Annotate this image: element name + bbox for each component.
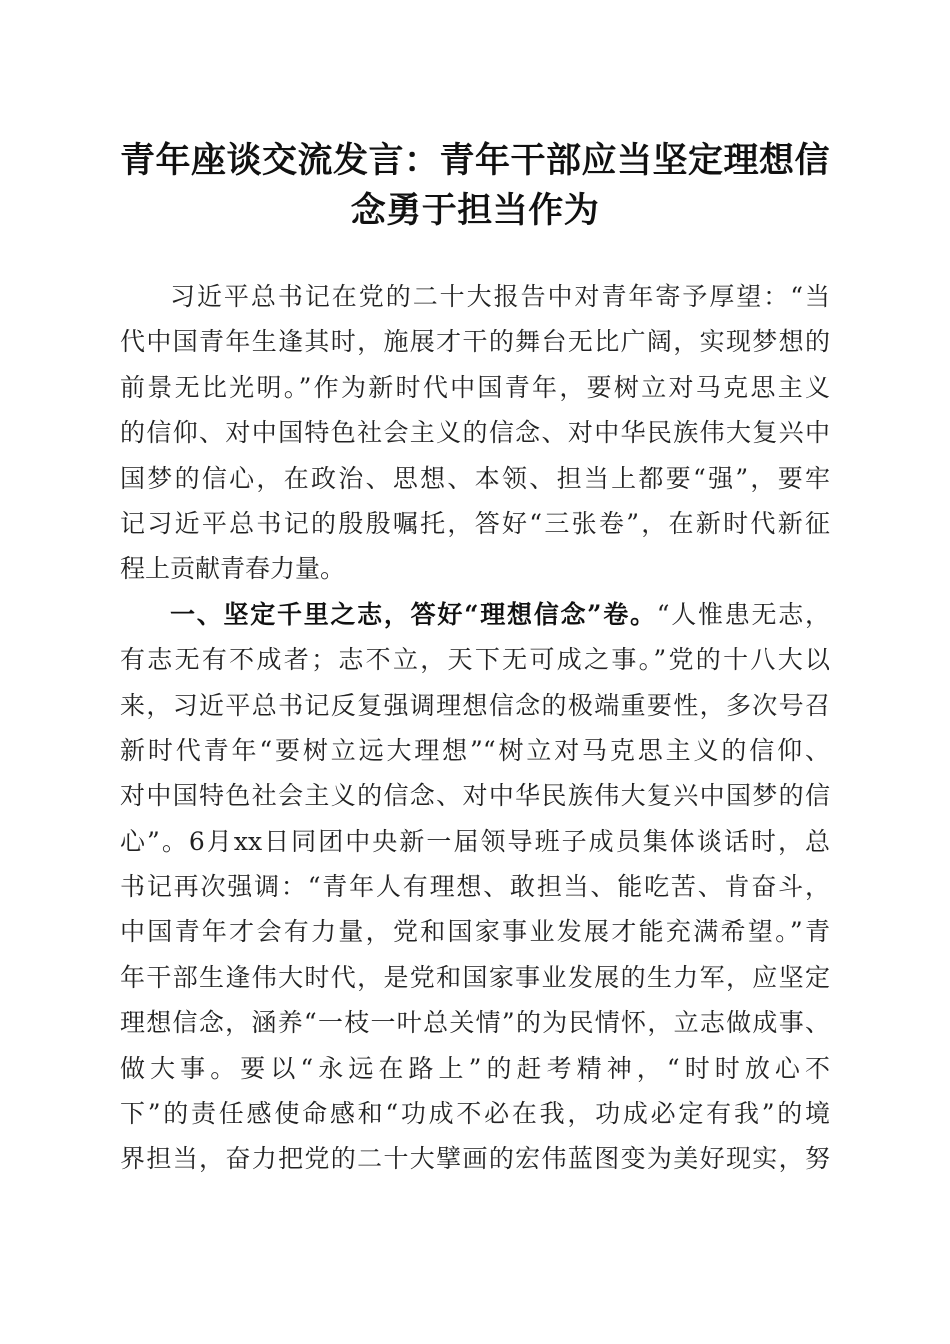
section-heading: 一、坚定千里之志，答好“理想信念”卷。 [170,599,657,629]
paragraph-line: 新时代青年“要树立远大理想”“树立对马克思主义的信仰、 [120,735,830,765]
document-title [110,136,840,236]
section-first-line [120,592,830,637]
section-first-line-text: “人惟患无志， [656,599,830,629]
title-line-1: 青年座谈交流发言：青年干部应当坚定理想信 [119,140,830,181]
paragraph-line: 中国青年才会有力量，党和国家事业发展才能充满希望。”青 [120,917,830,947]
paragraph-line: 记习近平总书记的殷殷嘱托，答好“三张卷”，在新时代新征 [120,508,830,538]
paragraph-line: 年干部生逢伟大时代，是党和国家事业发展的生力军，应坚定 [120,962,830,992]
paragraph-line: 来，习近平总书记反复强调理想信念的极端重要性，多次号召 [120,690,830,720]
paragraph-section-1 [120,592,830,1182]
paragraph-line: 程上贡献青春力量。 [120,554,346,584]
paragraph-line: 的信仰、对中国特色社会主义的信念、对中华民族伟大复兴中 [120,418,830,448]
paragraph-line: 心”。6月xx日同团中央新一届领导班子成员集体谈话时，总 [120,826,830,856]
paragraph-line: 下”的责任感使命感和“功成不必在我，功成必定有我”的境 [120,1099,830,1129]
paragraph-line: 国梦的信心，在政治、思想、本领、担当上都要“强”，要牢 [120,463,830,493]
document-body [120,274,830,1182]
paragraph-line: 习近平总书记在党的二十大报告中对青年寄予厚望：“当 [170,282,830,311]
paragraph-line: 有志无有不成者；志不立，天下无可成之事。”党的十八大以 [120,645,830,675]
paragraph-line: 前景无比光明。”作为新时代中国青年，要树立对马克思主义 [120,372,830,402]
paragraph-line: 做大事。要以“永远在路上”的赶考精神，“时时放心不 [120,1053,830,1083]
paragraph-line: 理想信念，涵养“一枝一叶总关情”的为民情怀，立志做成事、 [120,1008,830,1038]
paragraph-line: 对中国特色社会主义的信念、对中华民族伟大复兴中国梦的信 [120,781,830,811]
paragraph-line: 代中国青年生逢其时，施展才干的舞台无比广阔，实现梦想的 [120,327,830,357]
title-line-2: 念勇于担当作为 [350,190,600,231]
paragraph-intro [120,274,830,592]
paragraph-line: 书记再次强调：“青年人有理想、敢担当、能吃苦、肯奋斗， [120,872,830,902]
paragraph-line: 界担当，奋力把党的二十大擘画的宏伟蓝图变为美好现实，努 [120,1144,830,1174]
